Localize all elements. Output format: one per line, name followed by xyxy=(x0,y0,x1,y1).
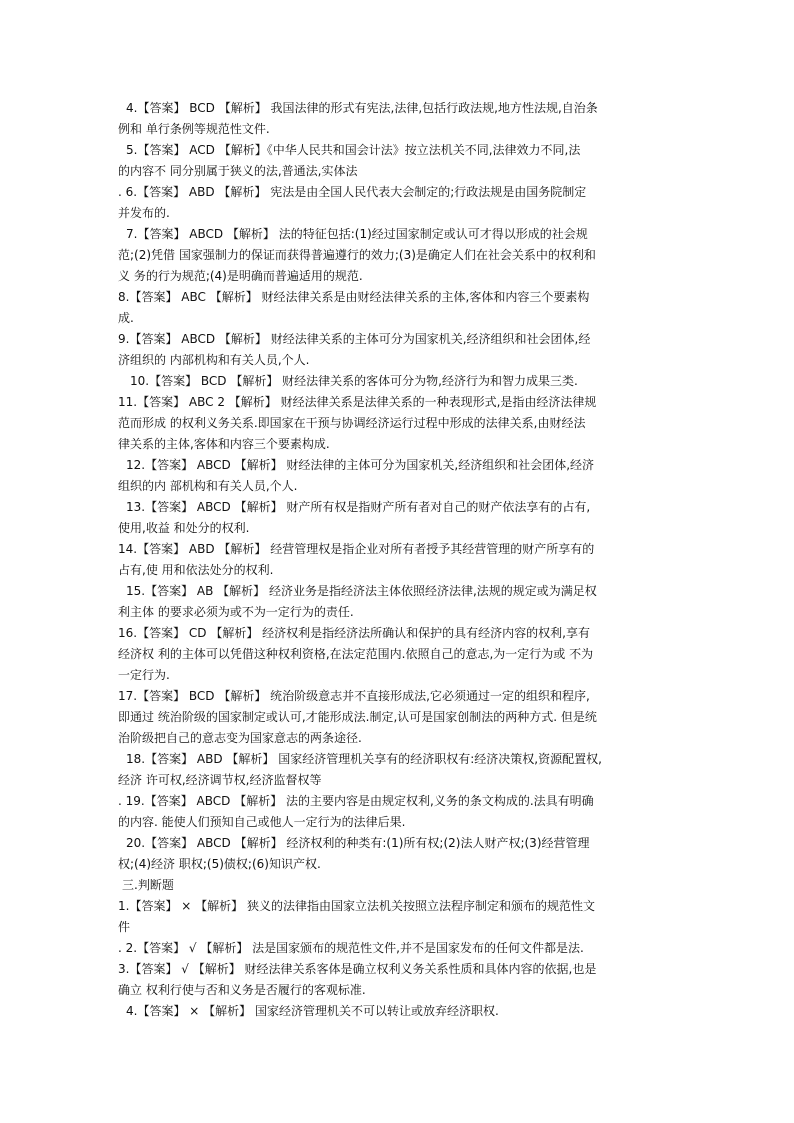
text-line: 即通过 统治阶级的国家制定或认可,才能形成法.制定,认可是国家创制法的两种方式. 但是统 xyxy=(118,710,597,724)
text-line: . 19.【答案】 ABCD 【解析】 法的主要内容是由规定权利,义务的条文构成的.法具有明确 xyxy=(118,794,594,808)
text-line: 的内容. 能使人们预知自己或他人一定行为的法律后果. xyxy=(118,815,406,829)
answer-entry xyxy=(118,224,684,287)
text-line: 11.【答案】 ABC 2 【解析】 财经法律关系是法律关系的一种表现形式,是指由经济法律规 xyxy=(118,395,597,409)
text-line: 经济权 利的主体可以凭借这种权利资格,在法定范围内.依照自己的意志,为一定行为或 不为 xyxy=(118,647,594,661)
answer-entry xyxy=(118,833,684,875)
answer-entry xyxy=(118,938,684,959)
answer-entry xyxy=(118,896,684,938)
answer-entry xyxy=(118,140,684,182)
answer-entry xyxy=(118,287,684,329)
text-line: 例和 单行条例等规范性文件. xyxy=(118,122,270,136)
text-line: 1.【答案】 × 【解析】 狭义的法律指由国家立法机关按照立法程序制定和颁布的规范性文 xyxy=(118,899,595,913)
answer-entry xyxy=(118,749,684,791)
text-line: 12.【答案】 ABCD 【解析】 财经法律的主体可分为国家机关,经济组织和社会团体,经济 xyxy=(126,458,595,472)
text-line: 17.【答案】 BCD 【解析】 统治阶级意志并不直接形成法,它必须通过一定的组织和程序, xyxy=(118,689,590,703)
answer-entry xyxy=(118,392,684,455)
answer-entry xyxy=(118,182,684,224)
text-line: 三.判断题 xyxy=(122,878,174,892)
text-line: 确立 权利行使与否和义务是否履行的客观标准. xyxy=(118,983,366,997)
text-line: 范而形成 的权利义务关系.即国家在干预与协调经济运行过程中形成的法律关系,由财经法 xyxy=(118,416,586,430)
text-line: 13.【答案】 ABCD 【解析】 财产所有权是指财产所有者对自己的财产依法享有的占有, xyxy=(126,500,591,514)
text-line: 16.【答案】 CD 【解析】 经济权利是指经济法所确认和保护的具有经济内容的权利,享有 xyxy=(118,626,590,640)
answer-entry xyxy=(118,791,684,833)
answer-entry xyxy=(118,1001,684,1022)
text-line: 占有,使 用和依法处分的权利. xyxy=(118,563,274,577)
answer-entry xyxy=(118,329,684,371)
text-line: 义 务的行为规范;(4)是明确而普遍适用的规范. xyxy=(118,269,363,283)
answer-entry xyxy=(118,959,684,1001)
text-line: 9.【答案】 ABCD 【解析】 财经法律关系的主体可分为国家机关,经济组织和社会团体,经 xyxy=(118,332,591,346)
text-line: 律关系的主体,客体和内容三个要素构成. xyxy=(118,437,330,451)
text-line: 4.【答案】 BCD 【解析】 我国法律的形式有宪法,法律,包括行政法规,地方性法规,自治条 xyxy=(126,101,598,115)
text-line: 成. xyxy=(118,311,134,325)
text-line: 20.【答案】 ABCD 【解析】 经济权利的种类有:(1)所有权;(2)法人财产权;(3)经营管理 xyxy=(126,836,590,850)
text-line: 治阶级把自己的意志变为国家意志的两条途径. xyxy=(118,731,362,745)
answer-entry xyxy=(118,623,684,686)
answer-entry xyxy=(118,497,684,539)
answer-entry xyxy=(118,686,684,749)
text-line: 7.【答案】 ABCD 【解析】 法的特征包括:(1)经过国家制定或认可才得以形成的社会规 xyxy=(126,227,588,241)
text-line: 权;(4)经济 职权;(5)债权;(6)知识产权. xyxy=(118,857,321,871)
answer-entry xyxy=(118,98,684,140)
text-line: 济组织的 内部机构和有关人员,个人. xyxy=(118,353,310,367)
text-line: 利主体 的要求必须为或不为一定行为的责任. xyxy=(118,605,354,619)
answer-entry xyxy=(118,539,684,581)
answer-entry xyxy=(118,581,684,623)
text-line: 8.【答案】 ABC 【解析】 财经法律关系是由财经法律关系的主体,客体和内容三个要素构 xyxy=(118,290,590,304)
text-line: 一定行为. xyxy=(118,668,170,682)
text-line: 10.【答案】 BCD 【解析】 财经法律关系的客体可分为物,经济行为和智力成果三类. xyxy=(130,374,578,388)
document-page xyxy=(118,98,684,1022)
text-line: 组织的内 部机构和有关人员,个人. xyxy=(118,479,298,493)
section-heading xyxy=(118,875,684,896)
answer-entry xyxy=(118,455,684,497)
text-line: 18.【答案】 ABD 【解析】 国家经济管理机关享有的经济职权有:经济决策权,资源配置权, xyxy=(126,752,602,766)
text-line: 范;(2)凭借 国家强制力的保证而获得普遍遵行的效力;(3)是确定人们在社会关系中的权利和 xyxy=(118,248,596,262)
text-line: 4.【答案】 × 【解析】 国家经济管理机关不可以转让或放弃经济职权. xyxy=(126,1004,499,1018)
text-line: 的内容不 同分别属于狭义的法,普通法,实体法 xyxy=(118,164,358,178)
text-line: . 6.【答案】 ABD 【解析】 宪法是由全国人民代表大会制定的;行政法规是由国务院制定 xyxy=(118,185,587,199)
text-line: 14.【答案】 ABD 【解析】 经营管理权是指企业对所有者授予其经营管理的财产所享有的 xyxy=(118,542,595,556)
text-line: 经济 许可权,经济调节权,经济监督权等 xyxy=(118,773,322,787)
text-line: 3.【答案】 √ 【解析】 财经法律关系客体是确立权利义务关系性质和具体内容的依据,也是 xyxy=(118,962,597,976)
text-line: 使用,收益 和处分的权利. xyxy=(118,521,250,535)
text-line: 件 xyxy=(118,920,131,934)
text-line: 5.【答案】 ACD 【解析】《中华人民共和国会计法》按立法机关不同,法律效力不同,法 xyxy=(126,143,581,157)
answer-entry xyxy=(118,371,684,392)
text-line: 15.【答案】 AB 【解析】 经济业务是指经济法主体依照经济法律,法规的规定或为满足权 xyxy=(126,584,597,598)
text-line: 并发布的. xyxy=(118,206,170,220)
text-line: . 2.【答案】 √ 【解析】 法是国家颁布的规范性文件,并不是国家发布的任何文件都是法. xyxy=(118,941,584,955)
